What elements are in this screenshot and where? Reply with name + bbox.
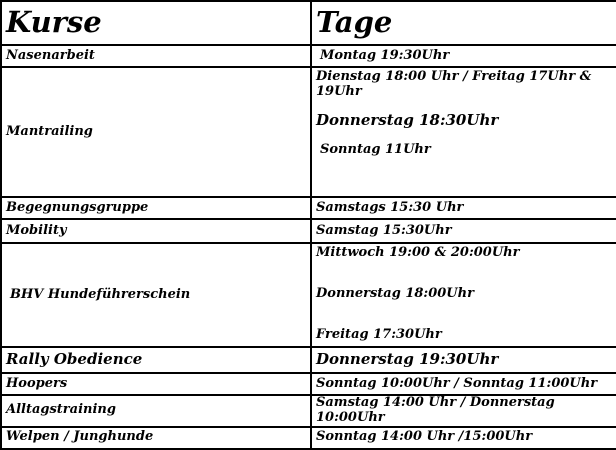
- table-row: [1, 197, 616, 219]
- tage-cell: Sonntag 14:00 Uhr /15:00Uhr: [311, 427, 616, 449]
- table-row: [1, 347, 616, 373]
- tage-line: Sonntag 11Uhr: [320, 142, 431, 158]
- tage-cell: [311, 45, 616, 67]
- kurs-cell: Rally Obedience: [1, 347, 311, 373]
- tage-cell: Sonntag 10:00Uhr / Sonntag 11:00Uhr: [311, 373, 616, 395]
- table-row: [1, 219, 616, 243]
- header-row: [1, 1, 616, 45]
- kurs-cell: BHV Hundeführerschein: [1, 243, 311, 347]
- kurs-cell: Alltagstraining: [1, 395, 311, 427]
- tage-cell: Samstag 15:30Uhr: [311, 219, 616, 243]
- table-row: [1, 243, 616, 347]
- table-row: [1, 373, 616, 395]
- table-row: [1, 427, 616, 449]
- kurs-cell: Mantrailing: [1, 67, 311, 197]
- tage-cell: Samstags 15:30 Uhr: [311, 197, 616, 219]
- kurs-cell: Begegnungsgruppe: [1, 197, 311, 219]
- tage-line: Donnerstag 18:00Uhr: [316, 285, 474, 301]
- tage-cell: [311, 243, 616, 347]
- tage-line: Mittwoch 19:00 & 20:00Uhr: [316, 245, 520, 260]
- tage-line: Donnerstag 18:30Uhr: [316, 110, 499, 129]
- tage-cell: [311, 67, 616, 197]
- header-tage: Tage: [311, 1, 616, 45]
- kurs-cell: Welpen / Junghunde: [1, 427, 311, 449]
- kurs-cell: Nasenarbeit: [1, 45, 311, 67]
- kurs-cell: Mobility: [1, 219, 311, 243]
- table-row: [1, 395, 616, 427]
- tage-line: Freitag 17:30Uhr: [316, 326, 442, 342]
- tage-cell: Samstag 14:00 Uhr / Donnerstag 10:00Uhr: [311, 395, 616, 427]
- tage-line: Dienstag 18:00 Uhr / Freitag 17Uhr & 19Uhr: [316, 69, 592, 99]
- header-kurse: Kurse: [1, 1, 311, 45]
- table-row: [1, 45, 616, 67]
- tage-line: Montag 19:30Uhr: [320, 47, 450, 63]
- table-row: [1, 67, 616, 197]
- kurs-cell: Hoopers: [1, 373, 311, 395]
- tage-cell: Donnerstag 19:30Uhr: [311, 347, 616, 373]
